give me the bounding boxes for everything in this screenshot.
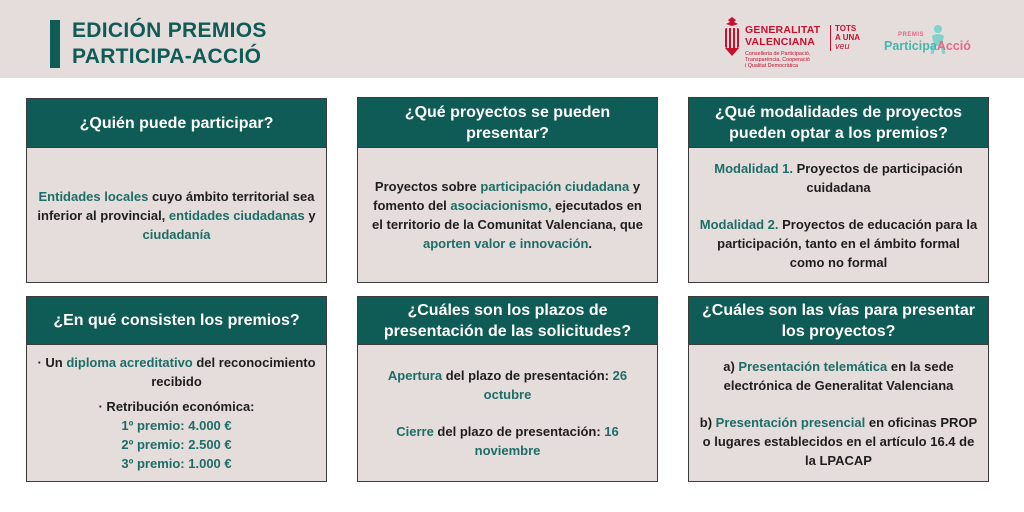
generalitat-crest-icon	[723, 16, 741, 58]
page-title-line-1: EDICIÓN PREMIOS	[72, 19, 267, 42]
text-fragment: b)	[699, 414, 716, 430]
conselleria-line-3: i Qualitat Democràtica	[745, 63, 799, 70]
premio-1: 1º premio: 4.000 €	[121, 418, 232, 433]
card-title: ¿Cuáles son los plazos de presentación de las solicitudes?	[358, 297, 657, 345]
page-title	[72, 18, 267, 70]
card-body	[27, 345, 326, 481]
text-fragment: en la sede electrónica de Generalitat Valenciana	[723, 358, 954, 393]
modalidad-1-text: Proyectos de participación cuidadana	[792, 160, 963, 195]
text-fragment: a)	[723, 358, 739, 374]
card-title: ¿En qué consisten los premios?	[27, 297, 326, 345]
spacer	[699, 395, 978, 413]
highlight-diploma: diploma acreditativo	[66, 355, 193, 370]
header-banner	[0, 0, 1024, 78]
proyectos-text	[368, 177, 647, 253]
highlight-asociacionismo: asociacionismo,	[450, 198, 552, 213]
spacer	[368, 404, 647, 422]
card-title: ¿Qué proyectos se pueden presentar?	[358, 98, 657, 148]
card-body	[358, 345, 657, 481]
conselleria-line-2: Transparència, Cooperació	[745, 57, 810, 64]
plazo-apertura	[368, 366, 647, 404]
via-telematica	[699, 357, 978, 395]
generalitat-line-1: GENERALITAT	[745, 24, 821, 36]
highlight-entidades-locales: Entidades locales	[38, 188, 149, 204]
page-title-line-2: PARTICIPA-ACCIÓ	[72, 45, 262, 68]
modalidad-1	[699, 159, 978, 197]
text-fragment: en oficinas PROP o lugares establecidos en el artículo 16.4 de la LPACAP	[702, 414, 978, 468]
participa-accio-wordmark	[884, 39, 971, 53]
conselleria-line-1: Conselleria de Participació,	[745, 51, 811, 57]
highlight-apertura: Apertura	[387, 368, 443, 383]
text-fragment: y fomento del	[373, 179, 641, 213]
apertura-date: 26 octubre	[483, 368, 628, 402]
premio-2: 2º premio: 2.500 €	[121, 437, 232, 452]
logo-separator	[830, 25, 831, 51]
card-plazos	[357, 296, 658, 482]
highlight-telematica: Presentación telemática	[738, 358, 888, 374]
modalidad-1-label: Modalidad 1.	[714, 160, 793, 176]
highlight-participacion: participación ciudadana	[480, 179, 630, 194]
retribucion-heading: · Retribución económica:	[98, 399, 255, 414]
premis-participa-accio-logo	[884, 24, 984, 60]
premio-diploma	[37, 353, 316, 391]
card-que-proyectos	[357, 97, 658, 283]
veu-line: veu	[835, 41, 850, 51]
plazo-cierre	[368, 422, 647, 460]
text-fragment: .	[588, 236, 593, 251]
generalitat-logo	[723, 16, 873, 70]
card-body	[689, 148, 988, 282]
conselleria-text	[745, 51, 810, 70]
card-title: ¿Qué modalidades de proyectos pueden optar a los premios?	[689, 98, 988, 148]
accio-word: Acció	[936, 39, 971, 53]
card-title: ¿Quién puede participar?	[27, 99, 326, 148]
text-fragment: del plazo de presentación:	[433, 424, 605, 439]
text-fragment: del plazo de presentación:	[442, 368, 613, 383]
highlight-entidades-ciudadanas: entidades ciudadanas	[168, 207, 305, 223]
card-quien-participa	[26, 98, 327, 283]
card-body	[27, 148, 326, 282]
highlight-presencial: Presentación presencial	[715, 414, 866, 430]
text-fragment: cuyo ámbito territorial sea inferior al provincial,	[37, 188, 315, 223]
generalitat-line-2: VALENCIANA	[745, 36, 816, 48]
highlight-cierre: Cierre	[396, 424, 434, 439]
text-fragment: Proyectos sobre	[374, 179, 481, 194]
highlight-valor-innovacion: aporten valor e innovación	[422, 236, 589, 251]
modalidad-2-label: Modalidad 2.	[699, 216, 779, 232]
text-fragment: · Un	[37, 355, 67, 370]
modalidad-2	[699, 215, 978, 272]
spacer	[699, 197, 978, 215]
generalitat-wordmark	[745, 24, 820, 48]
text-fragment: del reconocimiento recibido	[151, 355, 316, 389]
cierre-date: 16 noviembre	[474, 424, 619, 458]
card-title: ¿Cuáles son las vías para presentar los proyectos?	[689, 297, 988, 345]
card-modalidades	[688, 97, 989, 283]
quien-text	[37, 187, 316, 244]
text-fragment: y	[304, 207, 316, 223]
tots-line: TOTS	[835, 24, 857, 33]
a-una-line: A UNA	[835, 32, 861, 42]
modalidad-2-text: Proyectos de educación para la participación, tanto en el ámbito formal como no formal	[717, 216, 978, 270]
card-vias	[688, 296, 989, 482]
title-accent-bar	[50, 20, 60, 68]
card-body	[358, 148, 657, 282]
premis-label: PREMIS	[898, 32, 925, 38]
highlight-ciudadania: ciudadanía	[142, 226, 211, 242]
tots-a-una-veu-wordmark	[835, 25, 860, 51]
premio-3: 3º premio: 1.000 €	[121, 456, 232, 471]
text-fragment: ejecutados en el territorio de la Comunitat Valenciana, que	[372, 198, 643, 232]
card-body	[689, 345, 988, 481]
participa-word: Participa	[884, 39, 937, 53]
via-presencial	[699, 413, 978, 470]
card-premios	[26, 296, 327, 482]
